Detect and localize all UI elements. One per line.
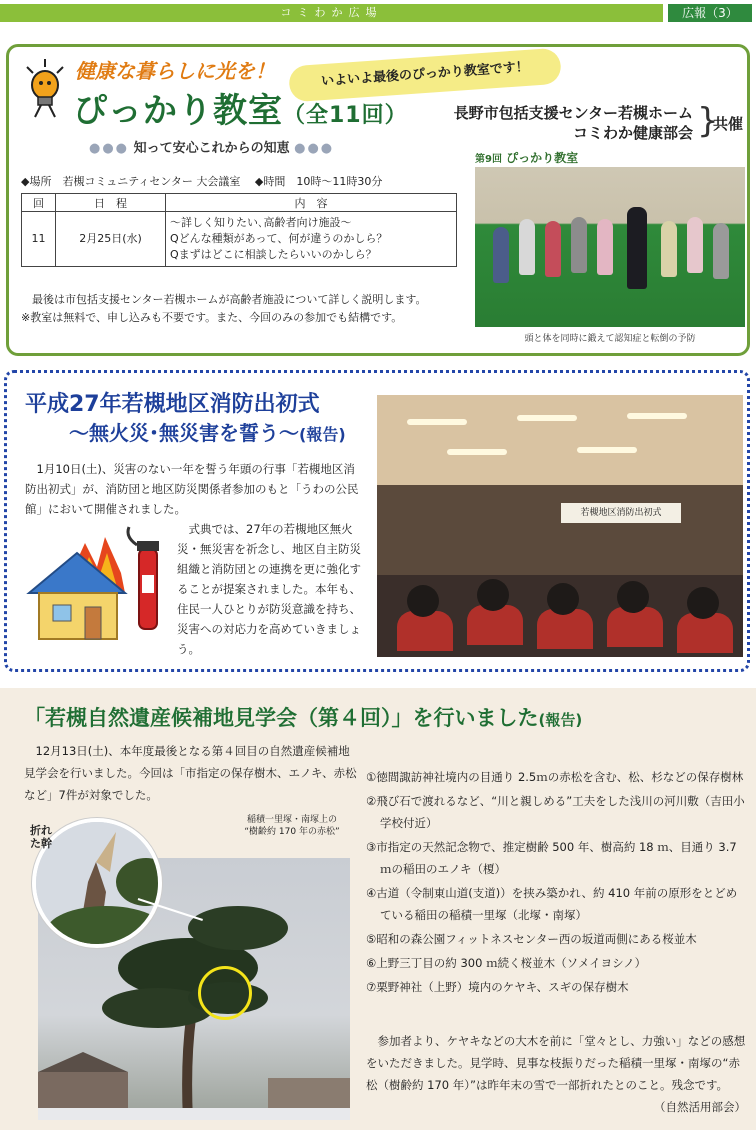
row-content <box>166 212 457 267</box>
content-line: Qまずはどこに相談したらいいのかしら？ <box>170 248 377 261</box>
header-strip: コミわか広場 <box>0 4 663 22</box>
col-num: 回 <box>22 194 56 212</box>
member-head <box>617 581 649 613</box>
place-label: ◆場所 若槻コミュニティセンター 大会議室 <box>21 175 241 188</box>
final-class-banner: いよいよ最後のぴっかり教室です！ <box>288 48 562 103</box>
tree-caption-line1: 稲積一里塚・南塚上の <box>246 815 337 825</box>
time-label: ◆時間 10時～11時30分 <box>254 175 383 188</box>
section1-kicker: 健康な暮らしに光を！ <box>75 59 275 83</box>
person-figure <box>493 227 509 283</box>
person-figure <box>627 207 647 289</box>
col-date: 日 程 <box>56 194 166 212</box>
content-line: Qどんな種類があって、何が違うのかしら？ <box>170 232 388 245</box>
title-text: 「若槻自然遺産候補地見学会（第４回）」を行いました <box>24 706 539 730</box>
site-list <box>366 766 746 1000</box>
ceiling-light <box>627 413 687 419</box>
stage-sign: 若槻地区消防出初式 <box>561 503 681 523</box>
page-header <box>0 0 756 26</box>
photo1-caption: 頭と体を同時に鍛えて認知症と転倒の予防 <box>524 334 696 344</box>
highlight-ring <box>198 966 252 1020</box>
uniformed-member <box>677 613 733 653</box>
person-figure <box>597 219 613 275</box>
uniformed-member <box>467 605 523 645</box>
tree-caption-line2: “樹齢約 170 年の赤松” <box>244 827 340 837</box>
person-figure <box>519 219 535 275</box>
member-head <box>687 587 719 619</box>
list-item: ①徳間諏訪神社境内の目通り 2.5ｍの赤松を含む、松、杉などの保存樹林 <box>366 770 744 784</box>
list-item: ②飛び石で渡れるなど、“川と親しめる”工夫をした浅川の河川敷（吉田小学校付近） <box>366 794 745 830</box>
ceiling-light <box>447 449 507 455</box>
inset-label: 折れた幹 <box>30 824 52 850</box>
section3-intro: 12月13日(土)、本年度最後となる第４回目の自然遺産候補地見学会を行いました。今回は「市指定の保存樹木、エノキ、赤松など」7件が対象でした。 <box>24 744 357 802</box>
person-figure <box>713 223 729 279</box>
subtitle-text: ～無火災･無災害を誓う～ <box>69 421 299 445</box>
person-figure <box>545 221 561 277</box>
section3-outro <box>366 1030 746 1118</box>
burning-house-illustration <box>25 523 173 643</box>
ceiling-light <box>577 447 637 453</box>
title-count: （全11回） <box>283 103 408 128</box>
person-figure <box>571 217 587 273</box>
col-content: 内 容 <box>166 194 457 212</box>
outro-text: 参加者より、ケヤキなどの大木を前に「堂々とし、力強い」などの感想をいただきました。見学時、見事な枝振りだった稲積一里塚・南塚の“赤松（樹齢約 170 年）”は昨年末の雪で一部折れたとのこと。残念です。 <box>366 1034 746 1092</box>
uniformed-member <box>537 609 593 649</box>
person-figure <box>661 221 677 277</box>
section2-title: 平成27年若槻地区消防出初式 <box>25 392 320 417</box>
member-head <box>477 579 509 611</box>
section1-subtitle <box>89 137 334 156</box>
ceiling-light <box>517 415 577 421</box>
ceiling-light <box>407 419 467 425</box>
table-header-row <box>22 194 457 212</box>
section2-subtitle <box>69 417 346 446</box>
row-date: 2月25日(水) <box>56 212 166 267</box>
report-tag: (報告) <box>538 711 583 729</box>
uniformed-member <box>397 611 453 651</box>
section2-paragraph-1: 1月10日(土)、災害のない一年を誓う年頭の行事「若槻地区消防出初式」が、消防団と地区防災関係者参加のもと「うわの公民館」において開催されました。 <box>25 462 359 516</box>
org-line2: コミわか健康部会 <box>572 124 693 142</box>
tree-figure <box>30 815 352 1130</box>
section1-body <box>21 291 461 327</box>
body-note: ※教室は無料で、申し込みも不要です。また、今回のみの参加でも結構です。 <box>21 311 403 324</box>
co-host-label: 共催 <box>713 115 744 133</box>
content-line: ～詳しく知りたい､高齢者向け施設～ <box>170 216 352 229</box>
row-num: 11 <box>22 212 56 267</box>
list-item: ③市指定の天然記念物で、推定樹齢 500 年、樹高約 18 ｍ、目通り 3.7 ｍの稲田のエノキ（榎） <box>366 840 737 876</box>
nature-heritage-section <box>0 688 756 1130</box>
list-item: ⑤昭和の森公園フィットネスセンター西の坂道両側にある桜並木 <box>366 932 697 946</box>
list-item: ⑥上野三丁目の約 300 ｍ続く桜並木（ソメイヨシノ） <box>366 956 647 970</box>
pikkari-section <box>6 44 750 356</box>
class-photo <box>475 167 745 327</box>
section3-title <box>24 702 582 732</box>
org-line1: 長野市包括支援センター若槻ホーム <box>453 104 693 122</box>
member-head <box>547 583 579 615</box>
brace-icon: } <box>697 101 719 141</box>
section2-paragraph-2: 式典では、27年の若槻地区無火災・無災害を祈念し、地区自主防災組織と消防団との連携を更に強化することが提案されました。本年も、住民一人ひとりが防災意識を持ち、災害への対応力を高めていきましょう。 <box>177 522 361 656</box>
body-paragraph: 最後は市包括支援センター若槻ホームが高齢者施設について詳しく説明します。 <box>21 293 427 306</box>
photo1-label-text: ぴっかり教室 <box>506 151 579 165</box>
place-time-line <box>21 173 382 189</box>
report-tag: (報告) <box>299 425 346 444</box>
photo-ceiling <box>377 395 743 485</box>
photo1-label-small: 第9回 <box>475 154 502 165</box>
tree-caption <box>222 814 362 838</box>
title-text: ぴっかり教室 <box>73 91 283 131</box>
ceremony-photo <box>377 395 743 657</box>
schedule-table <box>21 193 457 267</box>
uniformed-member <box>607 607 663 647</box>
lightbulb-mascot-icon <box>21 57 69 121</box>
photo1-label <box>475 149 578 166</box>
issue-label: 広報（3） <box>668 4 752 22</box>
credit: （自然活用部会） <box>654 1100 746 1114</box>
fire-ceremony-section <box>4 370 750 672</box>
subtitle-text: 知って安心これからの知恵 <box>133 141 290 156</box>
list-item: ⑦栗野神社（上野）境内のケヤキ、スギの保存樹木 <box>366 980 629 994</box>
subtitle-dots-right: ●●● <box>294 141 335 156</box>
person-figure <box>687 217 703 273</box>
member-head <box>407 585 439 617</box>
table-row <box>22 212 457 267</box>
list-item: ④古道（令制東山道(支道)）を挟み築かれ、約 410 年前の原形をとどめている稲田の稲積一里塚（北塚・南塚） <box>366 886 738 922</box>
organizers <box>409 103 693 143</box>
subtitle-dots-left: ●●● <box>89 141 130 156</box>
